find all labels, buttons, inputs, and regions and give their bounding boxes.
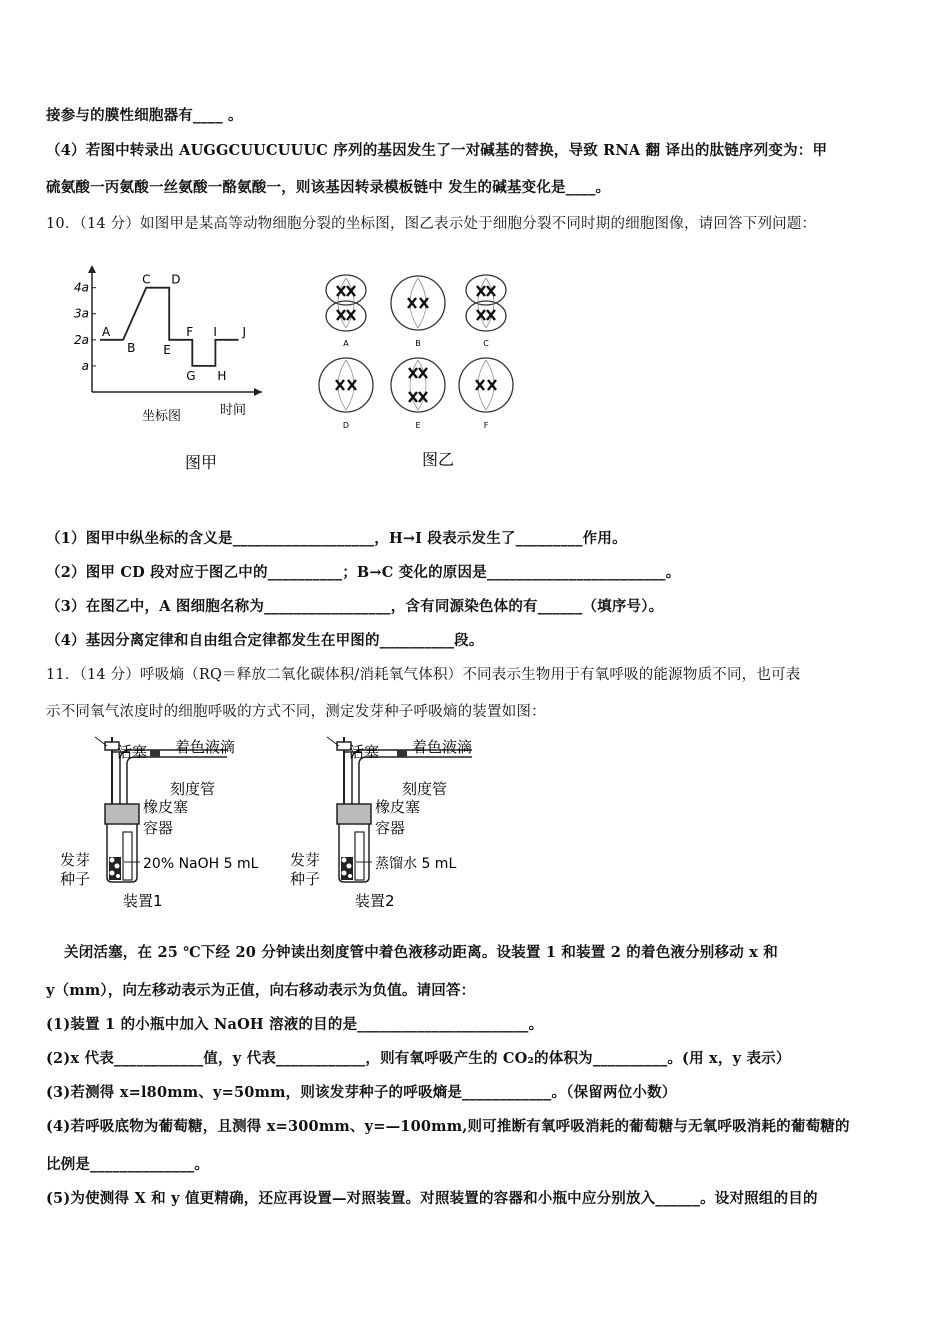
q11-part-4: (4)若呼吸底物为葡萄糖，且测得 x=300mm、y=—100mm,则可推断有氧呼吸消耗的葡萄糖与无氧呼吸消耗的葡萄糖的 (46, 1118, 850, 1135)
q11-part-3: (3)若测得 x=l80mm、y=50mm，则该发芽种子的呼吸熵是____________。（保留两位小数） (46, 1084, 677, 1101)
paragraph-2: y（mm），向左移动表示为正值，向右移动表示为负值。请回答： (46, 982, 476, 999)
label-seeds-2a: 发芽 (290, 851, 321, 869)
stopper-1 (105, 804, 139, 824)
point-label-J: J (242, 324, 247, 339)
question-11-stem-a: 11．（14 分）呼吸熵（RQ＝释放二氧化碳体积/消耗氧气体积）不同表示生物用于有氧呼吸的能源物质不同，也可表 (46, 667, 801, 683)
y-tick-label: 2a (74, 332, 89, 347)
q10-part-4: （4）基因分离定律和自由组合定律都发生在甲图的__________段。 (46, 632, 484, 649)
q11-part-2: (2)x 代表____________值，y 代表____________，则有氧呼吸产生的 CO₂的体积为__________。(用 x，y 表示） (46, 1050, 791, 1067)
apparatus-figure (55, 732, 495, 917)
label-seeds-1a: 发芽 (60, 851, 91, 869)
q10-part-3: （3）在图乙中，A 图细胞名称为_________________，含有同源染色体的有______（填序号）。 (46, 598, 664, 615)
text-line-2: （4）若图中转录出 AUGGCUUCUUUC 序列的基因发生了一对碱基的替换，导致 RNA 翻 译出的肽链序列变为：甲 (46, 142, 828, 159)
point-label-B: B (127, 340, 136, 355)
point-label-C: C (142, 272, 151, 287)
label-seeds-2b: 种子 (290, 870, 321, 888)
y-axis-arrow (88, 265, 96, 273)
droplet-2 (397, 750, 407, 757)
x-axis-arrow (254, 388, 262, 396)
y-tick-label: a (81, 358, 89, 373)
cell-D (319, 358, 373, 430)
x-axis-label: 时间 (220, 403, 247, 418)
y-tick-label: 3a (74, 306, 89, 321)
cell-B (391, 276, 445, 348)
label-droplet-2: 着色液滴 (412, 738, 473, 756)
q11-part-1: (1)装置 1 的小瓶中加入 NaOH 溶液的目的是_______________________。 (46, 1016, 544, 1033)
chart-caption: 坐标图 (142, 409, 182, 424)
device-1-label: 装置1 (123, 892, 163, 910)
device-1 (60, 737, 259, 910)
cell-F (459, 358, 513, 430)
q11-part-5: (5)为使测得 X 和 y 值更精确，还应再设置—对照装置。对照装置的容器和小瓶中应分别放入______。设对照组的目的 (46, 1190, 818, 1207)
point-label-H: H (217, 368, 227, 383)
q11-part-4-cont: 比例是______________。 (46, 1156, 210, 1173)
label-liquid-2: 蒸馏水 5 mL (375, 856, 457, 872)
point-label-A: A (102, 324, 111, 339)
label-stopper-1: 橡皮塞 (143, 798, 189, 816)
label-valve-2: 活塞 (349, 743, 380, 761)
cell-label-D: D (342, 421, 350, 430)
cell-label-E: E (415, 421, 421, 430)
figure-yi-title: 图乙 (421, 450, 455, 469)
label-valve-1: 活塞 (117, 743, 148, 761)
paragraph-1: 关闭活塞，在 25 ℃下经 20 分钟读出刻度管中着色液移动距离。设装置 1 和装置 2 的着色液分别移动 x 和 (64, 944, 778, 961)
figure-yi (318, 265, 528, 480)
point-label-F: F (186, 324, 194, 339)
point-label-I: I (213, 324, 217, 339)
cell-C (466, 275, 506, 348)
label-stopper-2: 橡皮塞 (375, 798, 421, 816)
cell-label-F: F (483, 421, 489, 430)
label-seeds-1b: 种子 (60, 870, 91, 888)
q10-part-2: （2）图甲 CD 段对应于图乙中的__________；B→C 变化的原因是________________________。 (46, 564, 681, 581)
point-label-G: G (186, 368, 196, 383)
chart-jia (70, 262, 270, 477)
cell-A (326, 275, 366, 348)
q10-part-1: （1）图甲中纵坐标的含义是___________________，H→I 段表示发生了_________作用。 (46, 530, 627, 547)
label-container-2: 容器 (375, 819, 406, 837)
cell-label-B: B (415, 339, 421, 348)
label-droplet-1: 着色液滴 (175, 738, 236, 756)
label-liquid-1: 20% NaOH 5 mL (143, 856, 259, 872)
text-line-1: 接参与的膜性细胞器有____ 。 (46, 107, 243, 124)
label-container-1: 容器 (143, 819, 174, 837)
y-tick-label: 4a (74, 280, 89, 295)
question-10-stem: 10．（14 分）如图甲是某高等动物细胞分裂的坐标图，图乙表示处于细胞分裂不同时期的细胞图像，请回答下列问题： (46, 216, 817, 232)
cell-label-A: A (343, 339, 349, 348)
label-tube-1: 刻度管 (170, 780, 216, 798)
droplet-1 (150, 750, 160, 757)
question-11-stem-b: 示不同氧气浓度时的细胞呼吸的方式不同，测定发芽种子呼吸熵的装置如图： (46, 704, 546, 720)
cell-E (391, 358, 445, 430)
text-line-3: 硫氨酸一丙氨酸一丝氨酸一酪氨酸一，则该基因转录模板链中 发生的碱基变化是____。 (46, 179, 611, 196)
cell-label-C: C (483, 339, 489, 348)
point-label-D: D (171, 272, 181, 287)
chart-title: 图甲 (185, 453, 218, 472)
device-2-label: 装置2 (355, 892, 395, 910)
device-2 (290, 737, 472, 910)
point-label-E: E (163, 342, 171, 357)
label-tube-2: 刻度管 (402, 780, 448, 798)
stopper-2 (337, 804, 371, 824)
